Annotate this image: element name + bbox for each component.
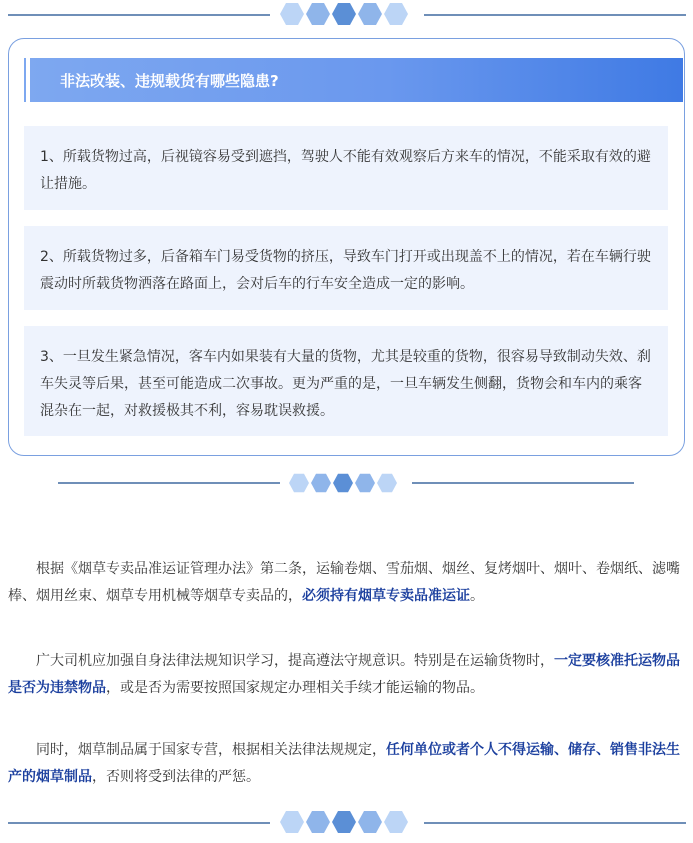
highlight-text: 任何单位或者个人不得运输、储存、销售非法生产的烟草制品 [8, 742, 680, 785]
paragraph-text: 根据《烟草专卖品准运证管理办法》第二条，运输卷烟、雪茄烟、烟丝、复烤烟叶、烟叶、卷烟纸、滤嘴棒、烟用丝束、烟草专用机械等烟草专卖品的， [8, 561, 680, 604]
hexagon-icon [280, 2, 304, 26]
hexagon-icon [332, 2, 356, 26]
paragraph-regulation [8, 556, 686, 610]
hexagon-icon [377, 473, 397, 493]
hexagon-icon [289, 473, 309, 493]
hexagon-icon [384, 810, 408, 834]
hexagon-ornament [280, 2, 408, 28]
hexagon-ornament [289, 470, 397, 496]
hazard-item-1: 1、所载货物过高，后视镜容易受到遮挡，驾驶人不能有效观察后方来车的情况，不能采取有效的避让措施。 [24, 126, 668, 210]
paragraph-text: ，否则将受到法律的严惩。 [92, 769, 260, 785]
bottom-divider [0, 808, 693, 838]
hexagon-icon [306, 2, 330, 26]
top-divider [0, 0, 693, 30]
hazard-item-2: 2、所载货物过多，后备箱车门易受货物的挤压，导致车门打开或出现盖不上的情况，若在车辆行驶震动时所载货物洒落在路面上，会对后车的行车安全造成一定的影响。 [24, 226, 668, 310]
highlight-text: 一定要核准托运物品是否为违禁物品 [8, 653, 680, 696]
hexagon-icon [306, 810, 330, 834]
hexagon-icon [358, 2, 382, 26]
hexagon-ornament [280, 810, 408, 836]
divider-line-right [424, 822, 686, 824]
hexagon-icon [384, 2, 408, 26]
divider-line-left [8, 822, 270, 824]
paragraph-text: 同时，烟草制品属于国家专营，根据相关法律法规规定， [36, 742, 386, 758]
hexagon-icon [332, 810, 356, 834]
section-title: 非法改装、违规载货有哪些隐患? [60, 72, 279, 90]
paragraph-text: 。 [470, 588, 484, 604]
hexagon-icon [280, 810, 304, 834]
hexagon-icon [355, 473, 375, 493]
divider-line-left [8, 14, 270, 16]
hazard-item-3: 3、一旦发生紧急情况，客车内如果装有大量的货物，尤其是较重的货物，很容易导致制动失效、刹车失灵等后果，甚至可能造成二次事故。更为严重的是，一旦车辆发生侧翻，货物会和车内的乘客混杂在一起，对救援极其不利，容易耽误救援。 [24, 326, 668, 436]
middle-divider [0, 468, 693, 498]
paragraph-text: ，或是否为需要按照国家规定办理相关手续才能运输的物品。 [106, 680, 484, 696]
paragraph-text: 广大司机应加强自身法律法规知识学习，提高遵法守规意识。特别是在运输货物时， [36, 653, 554, 669]
divider-line-right [412, 482, 634, 484]
divider-line-left [58, 482, 280, 484]
section-banner [24, 58, 683, 102]
hexagon-icon [333, 473, 353, 493]
hexagon-icon [311, 473, 331, 493]
banner-accent-bar [26, 58, 30, 102]
highlight-text: 必须持有烟草专卖品准运证 [302, 588, 470, 604]
divider-line-right [424, 14, 686, 16]
paragraph-monopoly [8, 737, 686, 791]
hexagon-icon [358, 810, 382, 834]
paragraph-drivers [8, 648, 686, 702]
